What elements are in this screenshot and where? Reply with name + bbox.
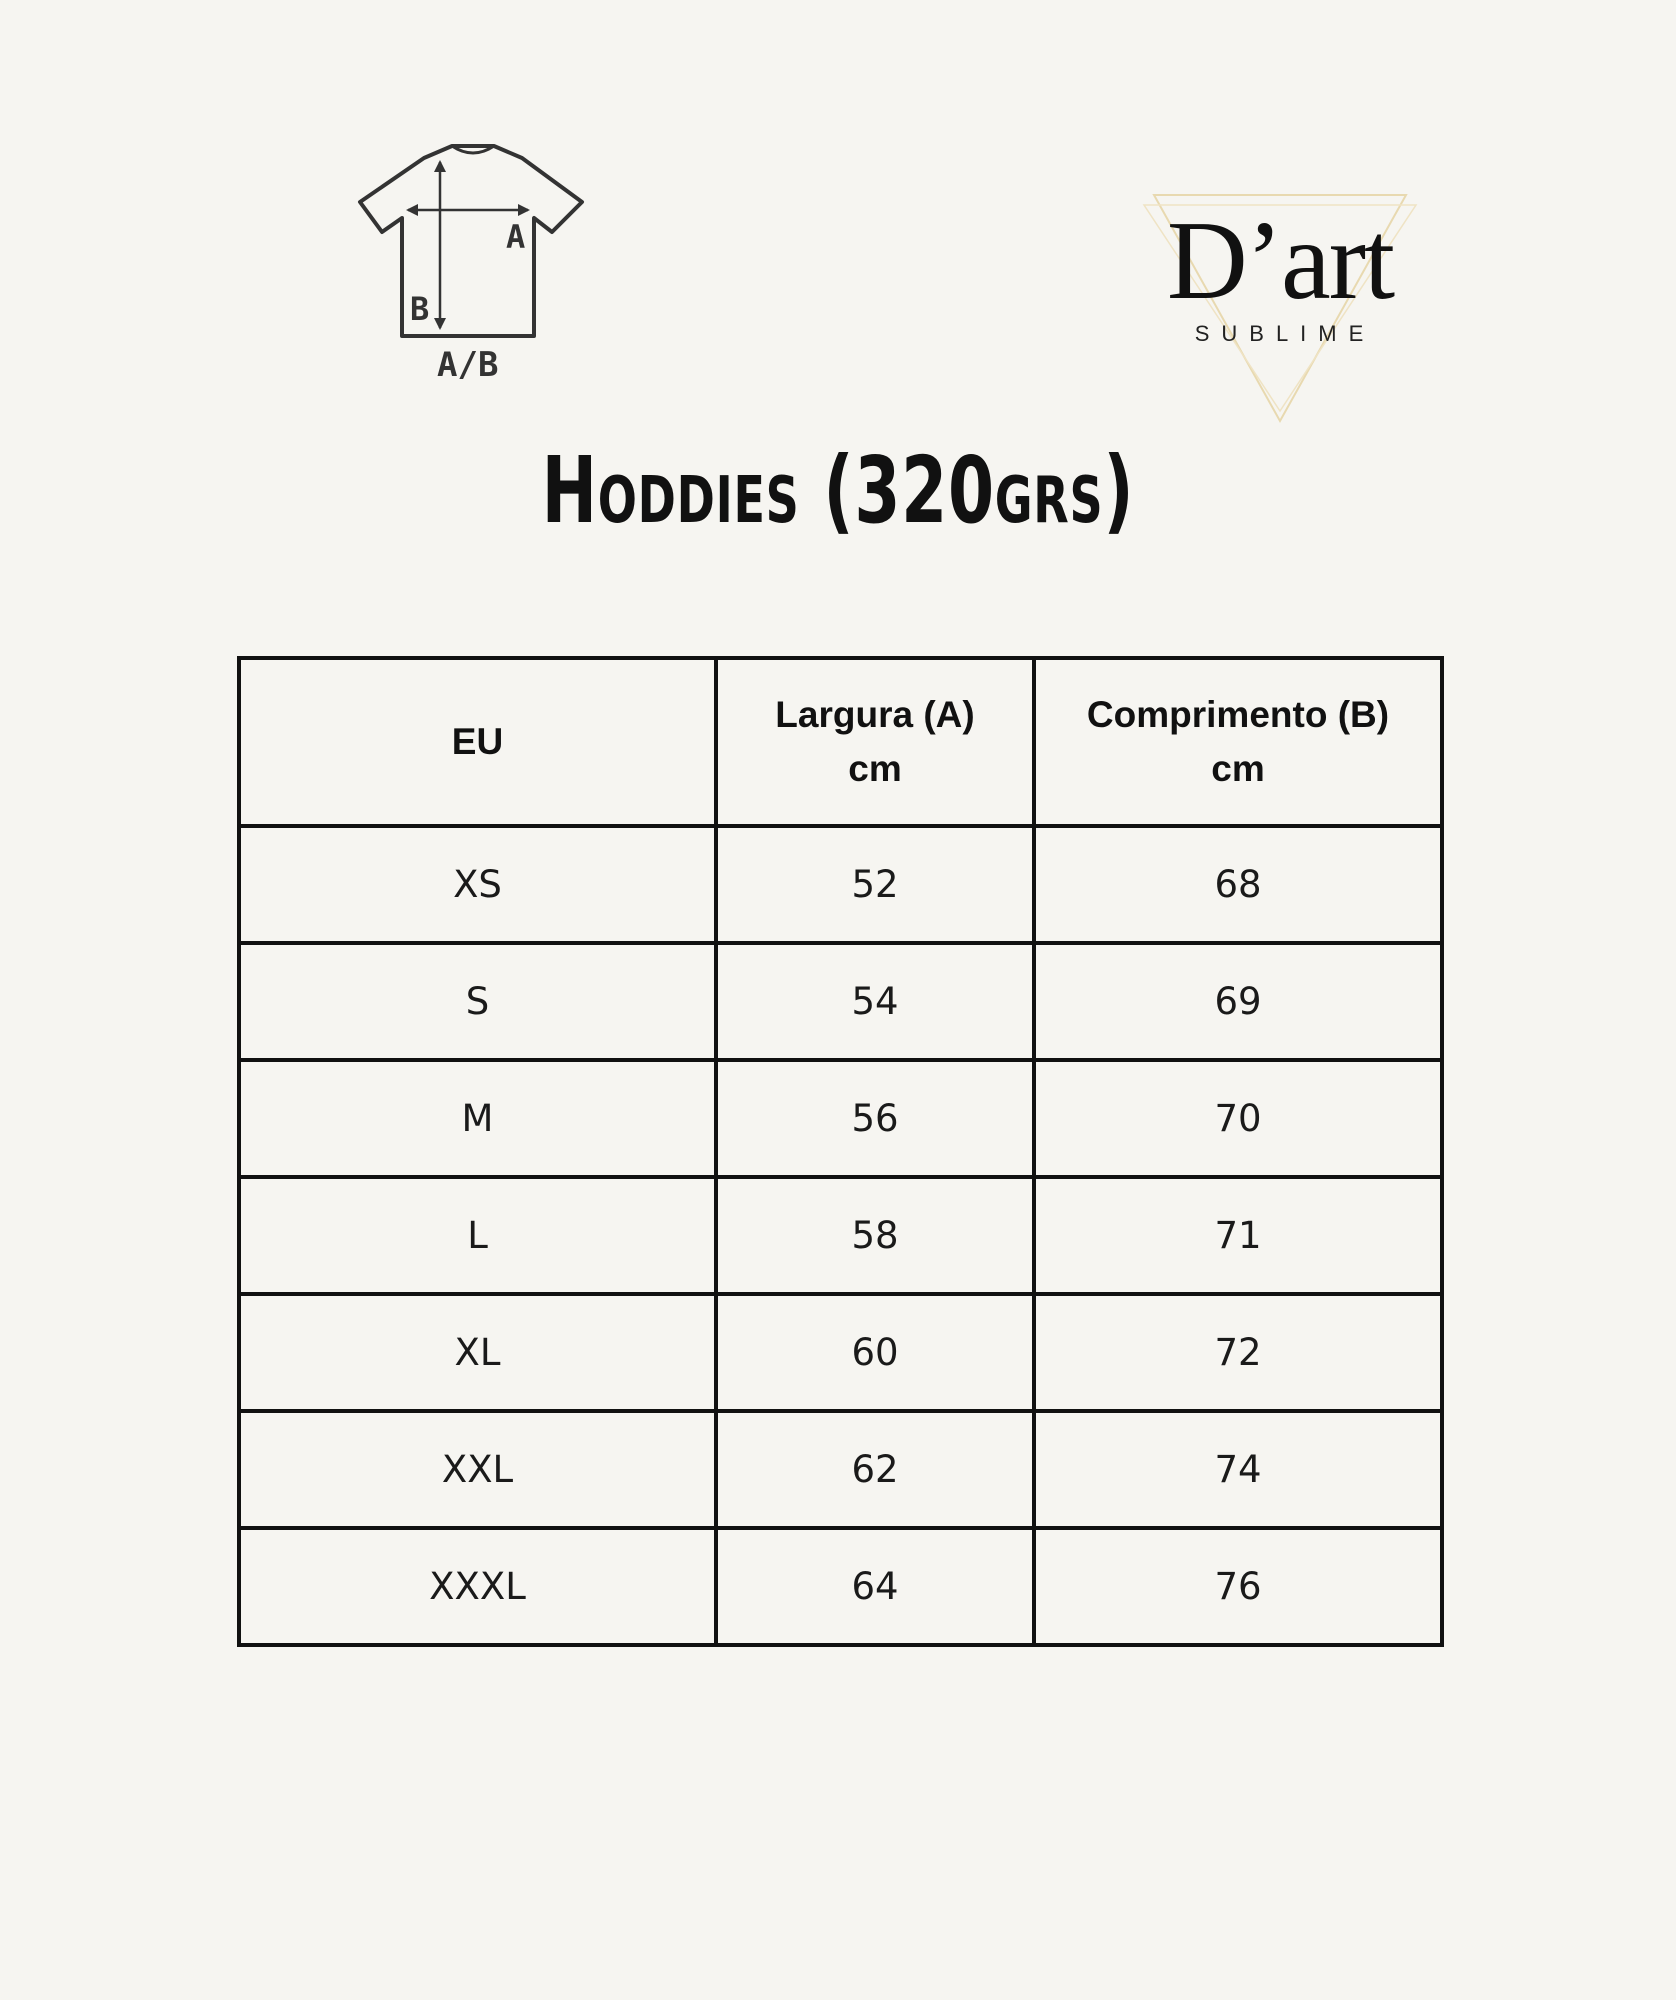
header-width <box>716 658 1034 826</box>
diagram-caption: A/B <box>437 345 499 385</box>
width-arrow-right-head <box>518 204 530 216</box>
table-row <box>239 826 1442 943</box>
shirt-outline <box>360 146 582 336</box>
brand-logo <box>1140 185 1420 425</box>
t-shirt-icon <box>352 140 592 385</box>
length-cell: 72 <box>1034 1294 1442 1411</box>
size-table <box>237 656 1444 1647</box>
table-row <box>239 1177 1442 1294</box>
header-width-unit: cm <box>848 748 902 789</box>
size-cell: L <box>239 1177 716 1294</box>
width-cell: 56 <box>716 1060 1034 1177</box>
length-cell: 70 <box>1034 1060 1442 1177</box>
table-row <box>239 1528 1442 1645</box>
label-a: A <box>506 218 526 256</box>
label-b: B <box>410 290 430 328</box>
logo-wordmark: D’art <box>1166 199 1394 323</box>
size-cell: XS <box>239 826 716 943</box>
size-cell: M <box>239 1060 716 1177</box>
size-cell: XXL <box>239 1411 716 1528</box>
width-cell: 52 <box>716 826 1034 943</box>
header-length-label: Comprimento (B) <box>1086 694 1390 736</box>
length-cell: 76 <box>1034 1528 1442 1645</box>
width-cell: 64 <box>716 1528 1034 1645</box>
length-arrow-bottom-head <box>434 318 446 330</box>
width-cell: 54 <box>716 943 1034 1060</box>
table-header-row <box>239 658 1442 826</box>
width-cell: 62 <box>716 1411 1034 1528</box>
table-row <box>239 943 1442 1060</box>
length-cell: 74 <box>1034 1411 1442 1528</box>
size-cell: S <box>239 943 716 1060</box>
width-cell: 60 <box>716 1294 1034 1411</box>
size-cell: XL <box>239 1294 716 1411</box>
width-cell: 58 <box>716 1177 1034 1294</box>
table-row <box>239 1060 1442 1177</box>
header-eu <box>239 658 716 826</box>
header-width-label: Largura (A) <box>775 694 975 736</box>
length-arrow-top-head <box>434 160 446 172</box>
length-cell: 71 <box>1034 1177 1442 1294</box>
page-title: Hoddies (320grs) <box>541 437 1135 544</box>
length-cell: 68 <box>1034 826 1442 943</box>
length-cell: 69 <box>1034 943 1442 1060</box>
logo-subtitle: SUBLIME <box>1194 321 1376 346</box>
header-length <box>1034 658 1442 826</box>
width-arrow-left-head <box>406 204 418 216</box>
table-row <box>239 1411 1442 1528</box>
header-length-unit: cm <box>1211 748 1265 789</box>
header-eu-label: EU <box>451 721 504 763</box>
table-row <box>239 1294 1442 1411</box>
size-cell: XXXL <box>239 1528 716 1645</box>
